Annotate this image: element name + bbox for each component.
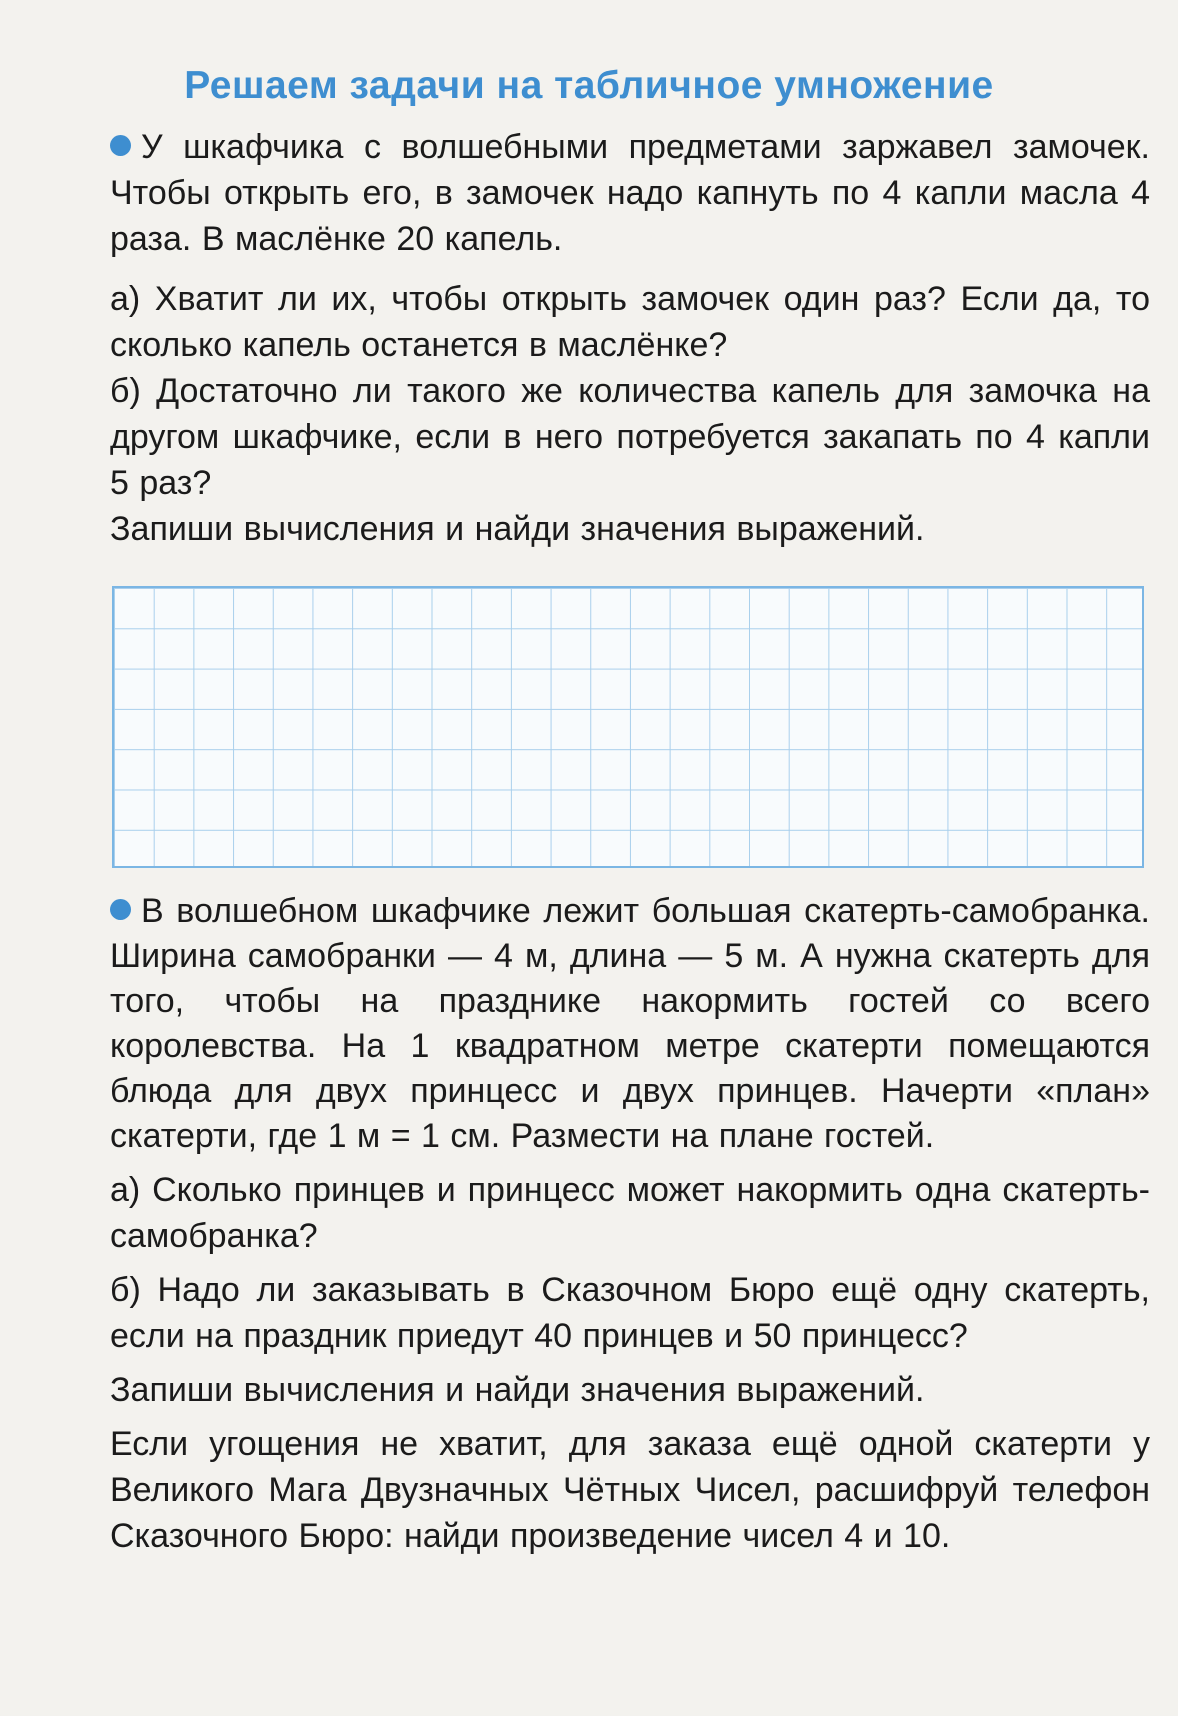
bullet-icon [110,899,131,920]
task-1-instruction: Запиши вычисления и найди значения выражений. [110,510,925,548]
task-2 [110,889,1150,1559]
task-1-intro: У шкафчика с волшебными предметами заржавел замочек. Чтобы открыть его, в замочек надо капнуть по 4 капли масла 4 раза. В маслёнке 20 капель. [110,128,1150,258]
task-1-part-b: б) Достаточно ли такого же количества капель для замочка на другом шкафчике, если в него потребуется закапать по 4 капли 5 раз? [110,372,1150,502]
task-2-part-a: а) Сколько принцев и принцесс может накормить одна скатерть-самобранка? [110,1171,1150,1255]
task-1-part-a: а) Хватит ли их, чтобы открыть замочек один раз? Если да, то сколько капель останется в маслёнке? [110,280,1150,364]
task-2-final: Если угощения не хватит, для заказа ещё одной скатерти у Великого Мага Двузначных Чётных Чисел, расшифруй телефон Сказочного Бюро: найди произведение чисел 4 и 10. [110,1425,1150,1555]
task-1 [110,124,1150,552]
task-2-instruction: Запиши вычисления и найди значения выражений. [110,1371,925,1409]
page-title: Решаем задачи на табличное умножение [184,64,994,107]
answer-grid[interactable] [112,586,1144,868]
task-2-intro: В волшебном шкафчике лежит большая скатерть-самобранка. Ширина самобранки — 4 м, длина — 5 м. А нужна скатерть для того, чтобы на празднике накормить гостей со всего королевства. На 1 квадратном метре скатерти помещаются блюда для двух принцесс и двух принцев. Начерти «план» скатерти, где 1 м = 1 см. Размести на плане гостей. [110,892,1150,1155]
task-2-part-b: б) Надо ли заказывать в Сказочном Бюро ещё одну скатерть, если на праздник приедут 40 принцев и 50 принцесс? [110,1271,1150,1355]
bullet-icon [110,135,131,156]
